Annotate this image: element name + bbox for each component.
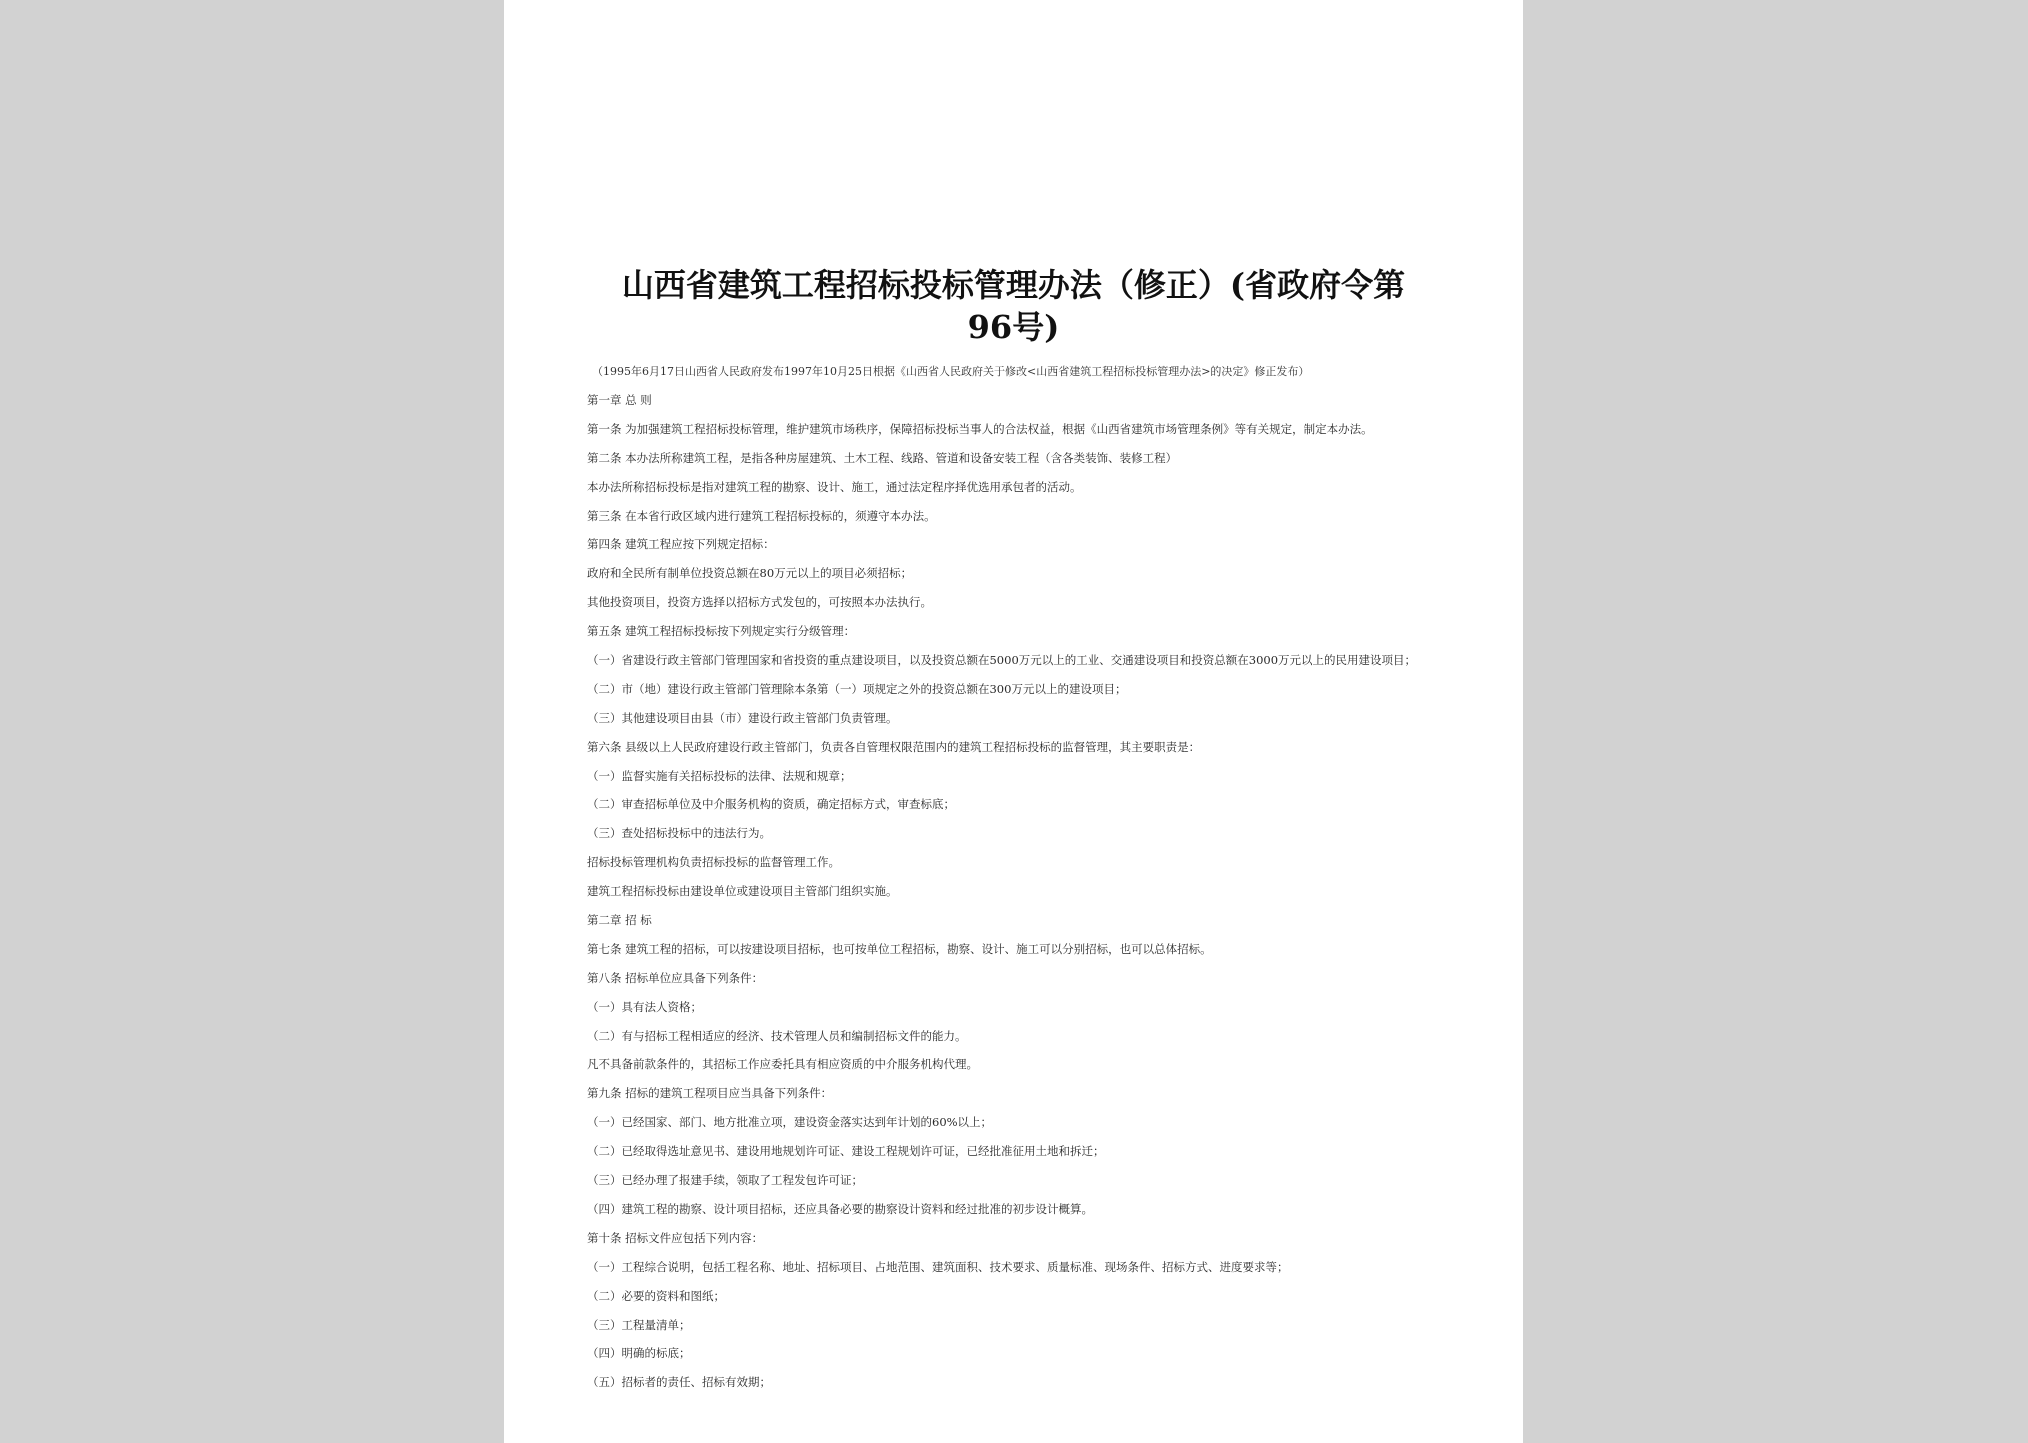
paragraph: （四）明确的标底； <box>587 1346 691 1361</box>
paragraph: 第一章 总 则 <box>587 393 652 407</box>
paragraph: （一）省建设行政主管部门管理国家和省投资的重点建设项目，以及投资总额在5000万元以上的工业、交通建设项目和投资总额在3000万元以上的民用建设项目； <box>587 653 1417 668</box>
paragraph: 凡不具备前款条件的，其招标工作应委托具有相应资质的中介服务机构代理。 <box>587 1057 978 1072</box>
paragraph: （二）有与招标工程相适应的经济、技术管理人员和编制招标文件的能力。 <box>587 1028 967 1043</box>
paragraph: 第二条 本办法所称建筑工程，是指各种房屋建筑、土木工程、线路、管道和设备安装工程（含各类装饰、装修工程） <box>587 450 1178 465</box>
paragraph: 第十条 招标文件应包括下列内容： <box>587 1230 764 1245</box>
paragraph: （三）已经办理了报建手续，领取了工程发包许可证； <box>587 1173 863 1188</box>
paragraph: （一）工程综合说明，包括工程名称、地址、招标项目、占地范围、建筑面积、技术要求、质量标准、现场条件、招标方式、进度要求等； <box>587 1259 1289 1274</box>
paragraph: （一）具有法人资格； <box>587 999 702 1014</box>
paragraph: （四）建筑工程的勘察、设计项目招标，还应具备必要的勘察设计资料和经过批准的初步设计概算。 <box>587 1201 1093 1216</box>
paragraph: （二）市（地）建设行政主管部门管理除本条第（一）项规定之外的投资总额在300万元以上的建设项目； <box>587 681 1127 696</box>
paragraph: （三）查处招标投标中的违法行为。 <box>587 826 771 841</box>
paragraph: 第八条 招标单位应具备下列条件： <box>587 970 764 985</box>
paragraph: 政府和全民所有制单位投资总额在80万元以上的项目必须招标； <box>587 566 913 581</box>
paragraph: （一）已经国家、部门、地方批准立项，建设资金落实达到年计划的60%以上； <box>587 1115 993 1130</box>
paragraph: （二）已经取得选址意见书、建设用地规划许可证、建设工程规划许可证，已经批准征用土地和拆迁； <box>587 1144 1105 1159</box>
document-title <box>504 264 1523 348</box>
paragraph: 第二章 招 标 <box>587 913 652 928</box>
paragraph: （一）监督实施有关招标投标的法律、法规和规章； <box>587 768 852 783</box>
paragraph: 第一条 为加强建筑工程招标投标管理，维护建筑市场秩序，保障招标投标当事人的合法权益，根据《山西省建筑市场管理条例》等有关规定，制定本办法。 <box>587 421 1373 436</box>
paragraph: 第三条 在本省行政区域内进行建筑工程招标投标的，须遵守本办法。 <box>587 508 936 523</box>
document-subtitle: （1995年6月17日山西省人民政府发布1997年10月25日根据《山西省人民政府关于修改<山西省建筑工程招标投标管理办法>的决定》修正发布） <box>592 365 1310 378</box>
paragraph: 第七条 建筑工程的招标，可以按建设项目招标，也可按单位工程招标，勘察、设计、施工可以分别招标，也可以总体招标。 <box>587 941 1212 956</box>
paragraph: 第四条 建筑工程应按下列规定招标： <box>587 537 775 552</box>
paragraph: 其他投资项目，投资方选择以招标方式发包的，可按照本办法执行。 <box>587 595 932 610</box>
document-page <box>504 0 1523 1443</box>
paragraph: （二）必要的资料和图纸； <box>587 1288 725 1303</box>
title-line-2: 96号) <box>967 308 1060 346</box>
paragraph: 建筑工程招标投标由建设单位或建设项目主管部门组织实施。 <box>587 884 898 899</box>
paragraph: （三）其他建设项目由县（市）建设行政主管部门负责管理。 <box>587 710 898 725</box>
paragraph: 第九条 招标的建筑工程项目应当具备下列条件： <box>587 1086 833 1101</box>
paragraph: （五）招标者的责任、招标有效期； <box>587 1375 771 1390</box>
paragraph: 本办法所称招标投标是指对建筑工程的勘察、设计、施工，通过法定程序择优选用承包者的活动。 <box>587 479 1082 494</box>
paragraph: 第五条 建筑工程招标投标按下列规定实行分级管理： <box>587 624 856 639</box>
document-body <box>587 393 1487 1404</box>
paragraph: 招标投标管理机构负责招标投标的监督管理工作。 <box>587 855 840 870</box>
title-line-1: 山西省建筑工程招标投标管理办法（修正）(省政府令第 <box>621 266 1406 304</box>
paragraph: （三）工程量清单； <box>587 1317 691 1332</box>
paragraph: 第六条 县级以上人民政府建设行政主管部门，负责各自管理权限范围内的建筑工程招标投标的监督管理，其主要职责是： <box>587 739 1201 754</box>
paragraph: （二）审查招标单位及中介服务机构的资质，确定招标方式，审查标底； <box>587 797 955 812</box>
